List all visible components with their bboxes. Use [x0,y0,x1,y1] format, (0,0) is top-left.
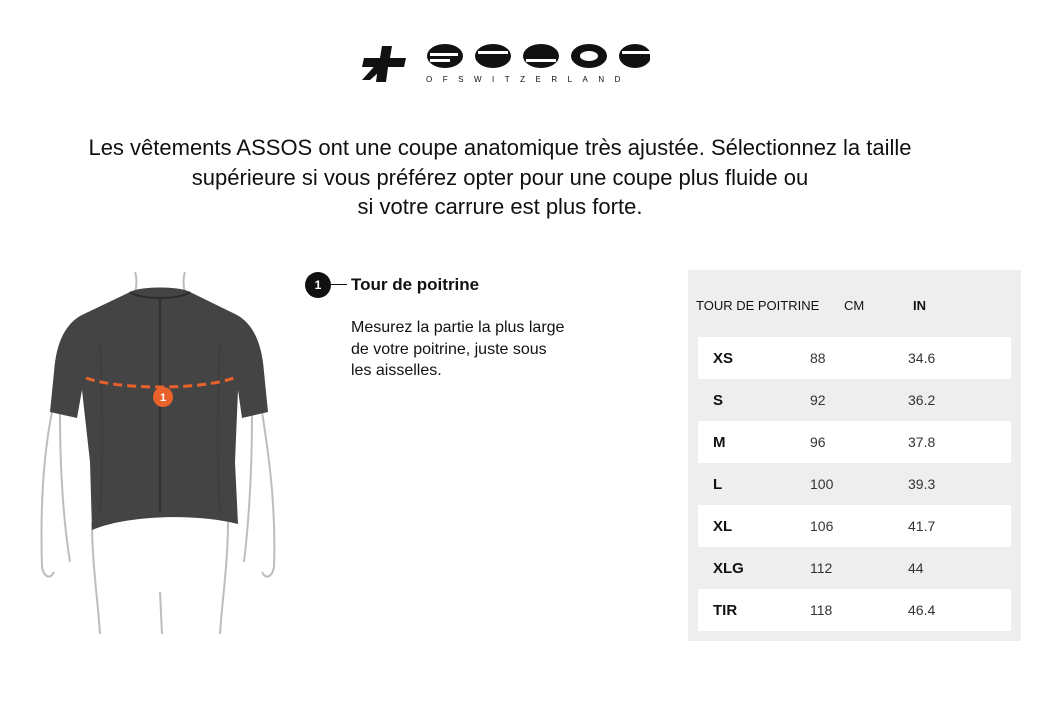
cm-cell: 92 [810,392,826,408]
measurement-title: Tour de poitrine [351,275,480,294]
table-row [698,463,1011,505]
in-cell: 36.2 [908,392,936,408]
measurement-description [351,317,601,382]
table-row [698,337,1011,379]
measurement-number-badge [305,272,331,298]
table-row [698,505,1011,547]
assos-logo [360,40,650,90]
measurement-number: 1 [314,278,322,292]
table-row [698,379,1011,421]
intro-line: si votre carrure est plus forte. [357,194,643,219]
intro-line: supérieure si vous préférez opter pour une coupe plus fluide ou [191,164,809,190]
size-cell: L [713,476,723,493]
description-line: Mesurez la partie la plus large [351,319,565,336]
cm-cell: 100 [810,476,834,492]
jersey-figure [30,262,290,642]
cm-cell: 96 [810,434,826,450]
size-chart-table [688,270,1021,641]
chest-marker-number: 1 [159,392,167,404]
jersey-shape [50,288,268,531]
table-row [698,421,1011,463]
in-cell: 34.6 [908,350,936,366]
table-body [698,337,1011,631]
in-cell: 37.8 [908,434,936,450]
table-row [698,547,1011,589]
in-cell: 39.3 [908,476,936,492]
badge-connector [331,284,347,285]
intro-paragraph [20,133,980,222]
cm-cell: 112 [810,560,833,576]
size-cell: S [713,392,724,409]
size-cell: M [713,434,726,451]
header-cm: CM [844,298,865,313]
assos-tagline: OFSWITZERLAND [426,75,631,84]
size-cell: XLG [713,560,744,577]
table-row [698,589,1011,631]
assos-mark-icon [362,46,406,82]
cm-cell: 118 [810,602,833,618]
description-line: les aisselles. [351,362,442,379]
cm-cell: 88 [810,350,826,366]
in-cell: 46.4 [908,602,936,618]
in-cell: 41.7 [908,518,936,534]
size-cell: TIR [713,602,738,619]
size-cell: XL [713,518,733,535]
assos-wordmark [427,44,650,68]
description-line: de votre poitrine, juste sous [351,340,547,358]
cm-cell: 106 [810,518,834,534]
size-cell: XS [713,350,734,367]
header-chest: TOUR DE POITRINE [696,298,820,313]
header-in: IN [913,298,926,313]
intro-line: Les vêtements ASSOS ont une coupe anatomique très ajustée. Sélectionnez la taille [88,135,912,160]
in-cell: 44 [908,560,924,576]
